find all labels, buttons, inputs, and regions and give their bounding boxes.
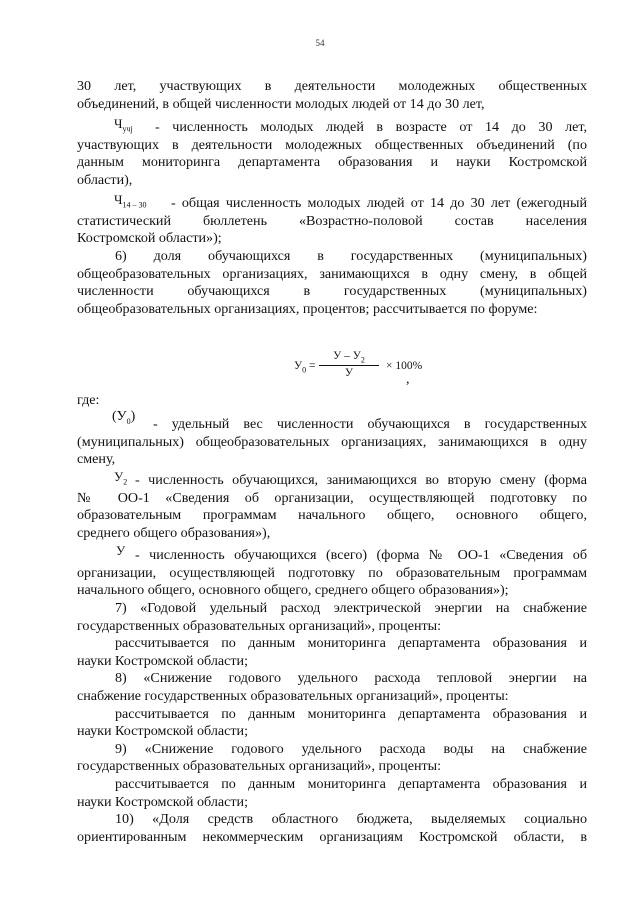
paragraph-y0 [77, 416, 587, 469]
text-line: участвующих в деятельности молодежных общественных объединений (по [77, 136, 587, 153]
text-line: численности обучающихся в государственных (муниципальных) [77, 283, 587, 300]
text-line: - численность обучающихся (всего) (форма № ОО-1 «Сведения об [135, 547, 587, 563]
text-line: - общая численность молодых людей от 14 до 30 лет (ежегодный [171, 195, 587, 211]
text-line: 10) «Доля средств областного бюджета, выделяемых социально [115, 811, 587, 828]
text-line: Костромской области»); [77, 230, 222, 247]
paragraph-y [77, 547, 587, 600]
text-line: общеобразовательных организациях, занимающихся в одну смену, в общей [77, 265, 587, 282]
text-line: снабжение государственных образовательных организаций», проценты: [77, 687, 509, 704]
text-line: смену, [77, 451, 116, 468]
text-line: 7) «Годовой удельный расход электрической энергии на снабжение [115, 600, 587, 616]
page-number: 54 [315, 38, 325, 48]
text-line: образовательным программам начального общего, основного общего, [77, 507, 587, 524]
text-line: - численность молодых людей в возрасте от 14 до 30 лет, [155, 119, 587, 135]
paragraph-y2 [77, 469, 587, 542]
text-line: начального общего, основного общего, среднего общего образования»); [77, 582, 509, 599]
paragraph-items-7-10 [77, 600, 587, 846]
text-line: № ОО-1 «Сведения об организации, осуществляющей подготовку по [77, 489, 587, 506]
text-line: общеобразовательных организациях, процентов; рассчитывается по форуме: [77, 300, 538, 317]
text-line: 30 лет, участвующих в деятельности молодежных общественных [77, 78, 587, 94]
text-line: объединений, в общей численности молодых людей от 14 до 30 лет, [77, 95, 485, 112]
text-line: рассчитывается по данным мониторинга департамента образования и [115, 705, 587, 722]
text-line: рассчитывается по данным мониторинга департамента образования и [115, 635, 587, 652]
paragraph-chuch [77, 116, 587, 189]
text-line: (муниципальных) общеобразовательных организациях, занимающихся в одну [77, 433, 587, 450]
symbol-y0: $(У_0)$ [112, 409, 136, 426]
symbol-y2: $У_2$ [114, 469, 128, 487]
text-line: - численность обучающихся, занимающихся во вторую смену (форма [135, 472, 587, 488]
formula-denominator: У [344, 367, 354, 380]
text-line: организации, осуществляющей подготовку по образовательным программам [77, 564, 587, 581]
formula-fraction [319, 350, 379, 379]
text-line: науки Костромской области; [77, 793, 248, 810]
text-line: науки Костромской области; [77, 723, 248, 740]
text-line: - удельный вес численности обучающихся в государственных [153, 416, 587, 432]
text-line: государственных образовательных организаций», проценты: [77, 758, 442, 775]
text-line: рассчитывается по данным мониторинга департамента образования и [115, 775, 587, 792]
text-line: государственных образовательных организаций», проценты: [77, 617, 442, 634]
symbol-ch14-30: $Ч_{14 - 30}$ [114, 192, 147, 210]
paragraph-item-6 [77, 248, 587, 318]
symbol-chuch: $Ч_{учj}$ [114, 116, 133, 134]
formula-numerator: У – $У_2$ [319, 350, 379, 366]
text-line: области), [77, 171, 133, 188]
text-line: данным мониторинга департамента образования и науки Костромской [77, 154, 587, 171]
text-line: среднего общего образования»), [77, 524, 271, 541]
text-line: науки Костромской области; [77, 652, 248, 669]
formula-multiplier: × 100% [386, 360, 423, 372]
text-line: 8) «Снижение годового удельного расхода тепловой энергии на [115, 670, 587, 687]
where-label: где: [77, 392, 100, 408]
formula-lhs: $У_0$ = [294, 360, 316, 375]
paragraph-ch14-30 [77, 192, 587, 248]
paragraph-intro [77, 78, 587, 113]
text-line: 9) «Снижение годового удельного расхода воды на снабжение [115, 740, 587, 757]
symbol-y: У [116, 543, 126, 558]
text-line: 6) доля обучающихся в государственных (муниципальных) [115, 248, 587, 264]
text-line: статистический бюллетень «Возрастно-половой состав населения [77, 212, 587, 229]
text-line: ориентированным некоммерческим организациям Костромской области, в [77, 828, 587, 845]
formula-comma: , [406, 372, 410, 387]
